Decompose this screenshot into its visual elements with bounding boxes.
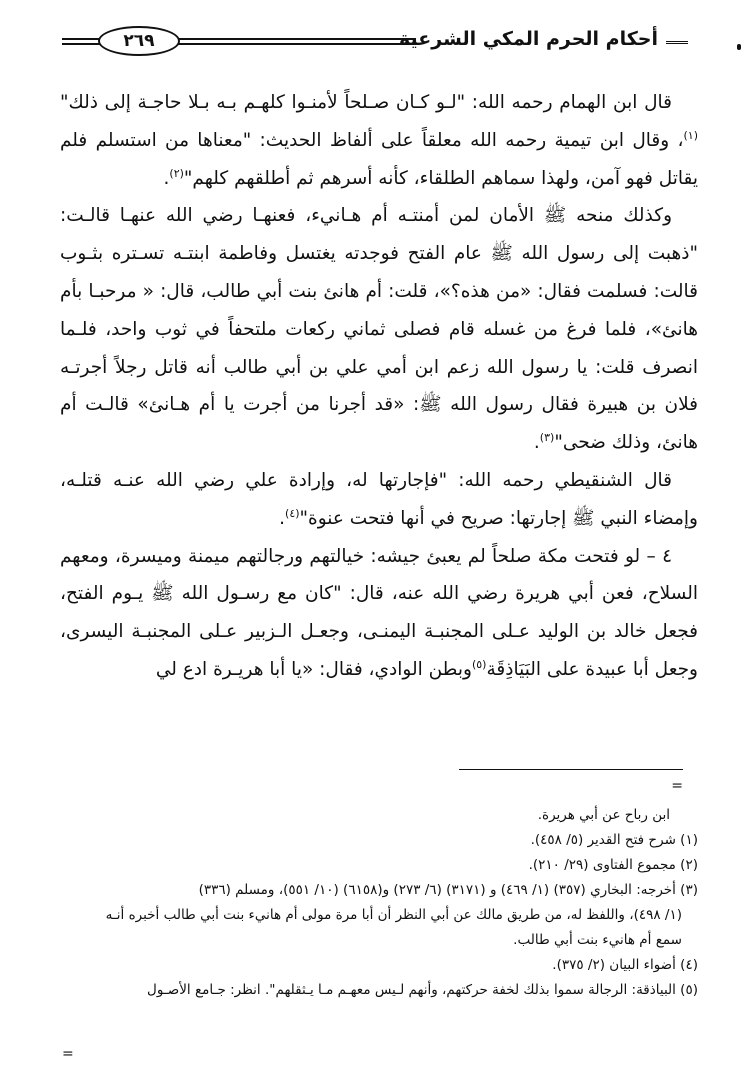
footnote-ref: (٤): [285, 506, 300, 520]
page-header: [48, 26, 688, 66]
footnote-item: (٢) مجموع الفتاوى (٢٩/ ٢١٠).: [528, 857, 698, 873]
continuation-mark: =: [62, 1046, 74, 1062]
footnote-item: (٣) أخرجه: البخاري (٣٥٧) (١/ ٤٦٩) و (٣١٧١) (٦/ ٢٧٣) و(٦١٥٨) (١٠/ ٥٥١)، ومسلم (٣٣٦): [198, 882, 698, 898]
paragraph-text: .: [279, 507, 286, 529]
main-text: [60, 84, 698, 689]
paragraph-text: وبطن الوادي، فقال: «يا أبا هريـرة ادع لي: [155, 658, 472, 680]
header-rule-right: [666, 41, 688, 47]
paragraph-text: .: [533, 432, 540, 454]
running-title: أحكام الحرم المكي الشرعية: [399, 28, 658, 50]
paragraph-text: ٤ – لو فتحت مكة صلحاً لم يعبئ جيشه: خيالتهم ورجالتهم ميمنة وميسرة، ومعهم السلاح، فعن أبي هريرة رضي الله عنه، قال: "كان مع رسـول الله ﷺ يـوم الفتح، فجعل خالد بن الوليد عـلى المجنبـة اليمنـى، وجعـل الـزبير عـلى المجنبـة اليسرى، وجعل أبا عبيدة على البَيَاذِقَة: [60, 545, 698, 680]
paragraph-text: ، وقال ابن تيمية رحمه الله معلقاً على ألفاظ الحديث: "معناها من استسلم فلم يقاتل فهو آمن، ولهذا سماهم الطلقاء، كأنه أسرهم ثم أطلقهم كلهم": [60, 129, 698, 189]
continuation-mark: =: [671, 778, 683, 794]
footnote-ref: (١): [683, 128, 698, 142]
footnote-item: (٥) البياذقة: الرجالة سموا بذلك لخفة حركتهم، وأنهم لـيس معهـم مـا يـثقلهم". انظر: جـامع الأصـول: [147, 982, 698, 998]
paragraph-text: قال الشنقيطي رحمه الله: "فإجارتها له، وإرادة علي رضي الله عنـه قتلـه، وإمضاء النبي ﷺ إجارتها: صريح في أنها فتحت عنوة": [60, 469, 698, 529]
edge-mark: [737, 44, 741, 50]
footnotes: [58, 803, 698, 1003]
footnote-ref: (٢): [169, 166, 184, 180]
paragraph-text: قال ابن الهمام رحمه الله: "لـو كـان صـلحاً لأمنـوا كلهـم بـه بـلا حاجـة إلى ذلك": [60, 92, 672, 113]
header-rule-left: [62, 38, 100, 45]
footnote-continuation: ابن رباح عن أبي هريرة.: [537, 807, 670, 823]
paragraph-text: وكذلك منحه ﷺ الأمان لمن أمنتـه أم هـانيء، فعنهـا رضي الله عنهـا قالـت: "ذهبت إلى رسول الله ﷺ عام الفتح فوجدته يغتسل وفاطمة ابنتـه تسـتره بثـوب قالت: فسلمت فقال: «من هذه؟»، قلت: أم هانئ بنت أبي طالب، قال: « مرحبـا بأم هانئ»، فلما فرغ من غسله قام فصلى ثماني ركعات ملتحفاً في ثوب واحد، فلـما انصرف قلت: يا رسول الله زعم ابن أمي علي بن أبي طالب أنه قاتل رجلاً أجرتـه فلان بن هبيرة فقال رسول الله ﷺ: «قد أجرنا من أجرت يا أم هـانئ» قالـت أم هانئ، وذلك ضحى": [60, 205, 698, 454]
footnote-item: (١) شرح فتح القدير (٥/ ٤٥٨).: [530, 832, 698, 848]
paragraph: [60, 84, 698, 197]
footnote-item: (٤) أضواء البيان (٢/ ٣٧٥).: [552, 957, 698, 973]
footnote-item-continued: (١/ ٤٩٨)، واللفظ له، من طريق مالك عن أبي النظر أن أبا مرة مولى أم هانيء بنت أبي طالب أخبره أنـه: [105, 907, 682, 923]
header-rule-middle: [178, 38, 416, 45]
footnote-item-continued: سمع أم هانيء بنت أبي طالب.: [513, 932, 682, 948]
paragraph: [60, 538, 698, 689]
footnote-separator: [459, 769, 683, 770]
footnote-ref: (٣): [539, 431, 555, 445]
paragraph: [60, 462, 698, 538]
paragraph-text: .: [163, 167, 170, 189]
page-number: ٢٦٩: [98, 26, 180, 56]
paragraph: [60, 197, 698, 462]
footnote-ref: (٥): [471, 657, 487, 671]
